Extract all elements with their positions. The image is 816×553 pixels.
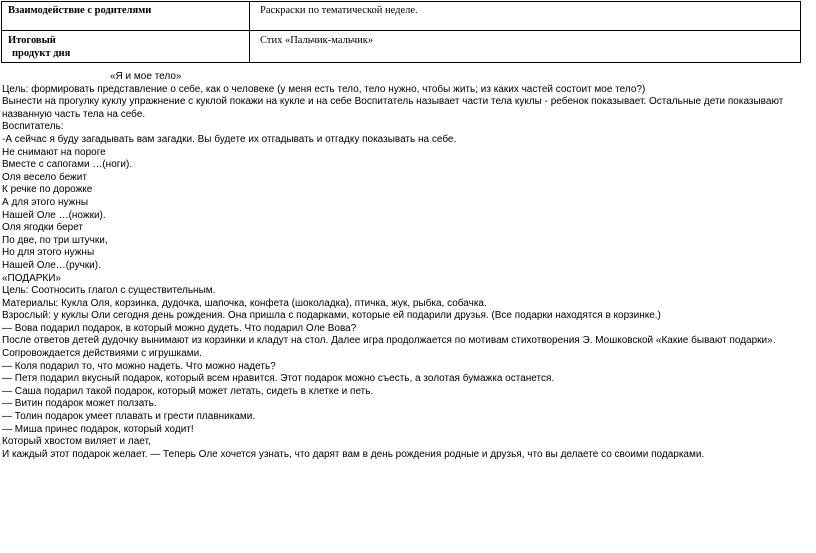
row-label-interaction-with-parents — [2, 2, 250, 31]
riddle-line: А для этого нужны — [2, 196, 89, 208]
dialogue-line: — Витин подарок может ползать. — [2, 398, 157, 410]
table-row — [2, 31, 801, 63]
closing-line: И каждый этот подарок желает. — Теперь Оле хочется узнать, что дарят вам в день рождения родные и друзья, что вы делаете со своими подарками. — [2, 448, 705, 460]
paragraph-line: Вынести на прогулку куклу упражнение с куклой покажи на кукле и на себе Воспитатель называет части тела куклы - ребенок показывает. Остальные дети показывают названную часть тела на себе. — [2, 96, 784, 120]
riddle-line: Не снимают на пороге — [2, 146, 106, 158]
materials-line: Материалы: Кукла Оля, корзинка, дудочка, шапочка, конфета (шоколадка), птичка, жук, рыбка, собачка. — [2, 297, 487, 309]
paragraph-line: После ответов детей дудочку вынимают из корзинки и кладут на стол. Далее игра продолжается по мотивам стихотворения Э. Мошковской «Какие бывают подарки». Сопровождается действиями с игрушками. — [2, 335, 776, 360]
paragraph-line: Взрослый: у куклы Оли сегодня день рождения. Она пришла с подарками, которые ей подарили друзья. (Все подарки находятся в корзинке.) — [2, 310, 661, 322]
table-row — [2, 2, 801, 31]
riddle-line: К речке по дорожке — [2, 184, 93, 196]
row-label-line: Итоговый — [8, 35, 56, 46]
riddle-line: По две, по три штучки, — [2, 234, 108, 246]
goal-line: Цель: формировать представление о себе, как о человеке (у меня есть тело, тело нужно, чтобы жить; из каких частей состоит мое тело?) — [2, 83, 646, 95]
row-label-final-product — [2, 31, 250, 63]
dialogue-line: — Петя подарил вкусный подарок, который всем нравится. Этот подарок можно съесть, а золотая бумажка останется. — [2, 373, 555, 385]
riddle-line: Но для этого нужны — [2, 247, 95, 259]
section-title-me-and-my-body: «Я и мое тело» — [110, 71, 182, 82]
dialogue-line: — Миша принес подарок, который ходит! — [2, 423, 194, 435]
row-label-line: Взаимодействие с родителями — [8, 5, 152, 16]
lesson-text — [2, 71, 812, 461]
dialogue-line: — Толин подарок умеет плавать и грести плавниками. — [2, 411, 256, 423]
row-label-line: продукт дня — [12, 48, 71, 59]
goal-line: Цель: Соотносить глагол с существительным. — [2, 285, 216, 297]
riddle-line: Вместе с сапогами …(ноги). — [2, 159, 133, 171]
teacher-label: Воспитатель: — [2, 121, 64, 133]
section-title-gifts: «ПОДАРКИ» — [2, 272, 61, 284]
poem-line: Который хвостом виляет и лает, — [2, 436, 151, 448]
dialogue-line: — Саша подарил такой подарок, который может летать, сидеть в клетке и петь. — [2, 385, 374, 397]
riddle-line: Оля весело бежит — [2, 171, 87, 183]
dialogue-line: — Коля подарил то, что можно надеть. Что можно надеть? — [2, 360, 276, 372]
row-value-poem: Стих «Пальчик-мальчик» — [250, 31, 801, 63]
dialogue-line: — Вова подарил подарок, в который можно дудеть. Что подарил Оле Вова? — [2, 322, 357, 334]
row-value-coloring-pages: Раскраски по тематической неделе. — [250, 2, 801, 31]
riddle-line: Оля ягодки берет — [2, 222, 84, 234]
plan-table — [1, 1, 801, 63]
riddle-line: Нашей Оле …(ножки). — [2, 209, 106, 221]
riddle-line: Нашей Оле…(ручки). — [2, 259, 101, 271]
paragraph-line: -А сейчас я буду загадывать вам загадки. Вы будете их отгадывать и отгадку показывать на себе. — [2, 133, 457, 145]
